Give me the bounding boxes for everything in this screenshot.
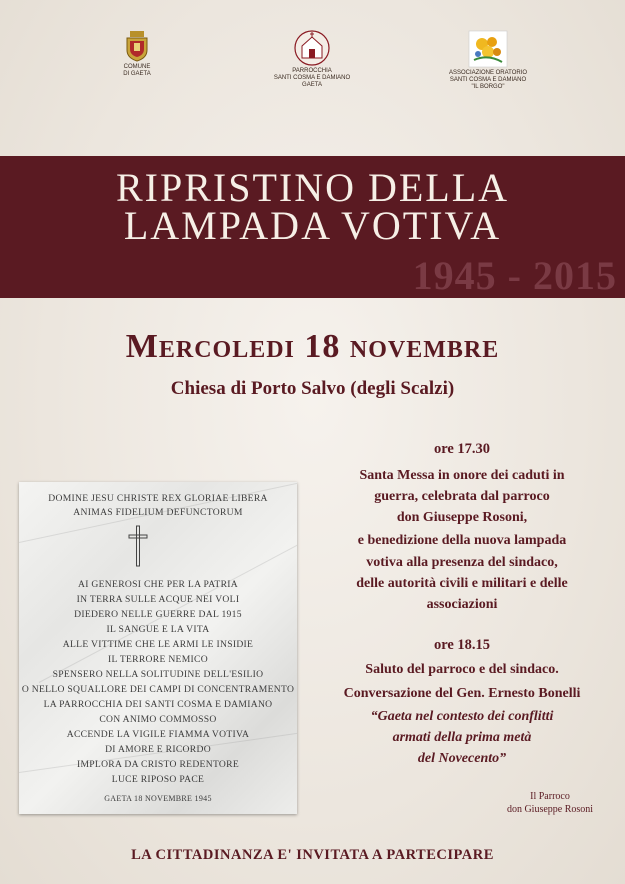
plaque-body-line: O NELLO SQUALLORE DEI CAMPI DI CONCENTRAMENTO xyxy=(21,684,295,695)
church-icon xyxy=(294,30,330,66)
plaque-body-line: AI GENEROSI CHE PER LA PATRIA xyxy=(78,579,238,590)
schedule-1-line: e benedizione della nuova lampada xyxy=(357,533,567,548)
plaque-header-line: ANIMAS FIDELIUM DEFUNCTORUM xyxy=(73,507,243,518)
banner-title-line2: LAMPADA VOTIVA xyxy=(123,203,502,248)
schedule-2-line: Saluto del parroco e del sindaco. xyxy=(365,662,559,677)
plaque-header-line: DOMINE JESU CHRISTE REX GLORIAE LIBERA xyxy=(48,493,268,504)
plaque-body-line: IMPLORA DA CRISTO REDENTORE xyxy=(76,759,240,770)
logo-parrocchia-line2: SANTI COSMA E DAMIANO xyxy=(273,75,351,81)
plaque-body-line: LA PARROCCHIA DEI SANTI COSMA E DAMIANO xyxy=(43,699,273,710)
cross-icon xyxy=(127,525,149,567)
schedule-1-line: delle autorità civili e militari e delle xyxy=(356,576,568,591)
schedule-time-2: ore 18.15 xyxy=(433,637,491,653)
signature xyxy=(500,790,600,816)
schedule-2-quote: armati della prima metà xyxy=(392,730,532,745)
plaque-body-line: DI AMORE E RICORDO xyxy=(105,744,211,755)
schedule-time-1: ore 17.30 xyxy=(433,441,491,457)
signature-name: don Giuseppe Rosoni xyxy=(506,804,594,815)
schedule-2-quote: “Gaeta nel contesto dei conflitti xyxy=(370,709,554,724)
coat-of-arms-icon xyxy=(124,30,150,62)
plaque-body-line: IL SANGUE E LA VITA xyxy=(106,624,210,635)
logo-associazione-line1: ASSOCIAZIONE ORATORIO xyxy=(448,70,528,76)
footer-invitation: LA CITTADINANZA E' INVITATA A PARTECIPARE xyxy=(131,847,494,863)
logo-comune-gaeta xyxy=(108,30,166,78)
logo-comune-line2: DI GAETA xyxy=(123,71,151,77)
event-date: Mercoledi 18 novembre xyxy=(125,328,500,365)
event-place: Chiesa di Porto Salvo (degli Scalzi) xyxy=(170,378,455,399)
plaque-body-line: LUCE RIPOSO PACE xyxy=(111,774,205,785)
logo-associazione xyxy=(440,30,536,91)
plaque-body-line: CON ANIMO COMMOSSO xyxy=(99,714,217,725)
plaque-body-line: ACCENDE LA VIGILE FIAMMA VOTIVA xyxy=(66,729,250,740)
schedule-2-quote: del Novecento” xyxy=(417,751,507,766)
schedule-1-line: Santa Messa in onore dei caduti in xyxy=(359,468,565,483)
logo-parrocchia-line3: GAETA xyxy=(302,82,322,88)
logo-associazione-line2: SANTI COSMA E DAMIANO xyxy=(449,77,527,83)
schedule-1-line: associazioni xyxy=(426,597,498,612)
plaque-footer: GAETA 18 NOVEMBRE 1945 xyxy=(104,794,212,803)
schedule-2-line: Conversazione del Gen. Ernesto Bonelli xyxy=(343,686,581,701)
plaque-body-line: DIEDERO NELLE GUERRE DAL 1915 xyxy=(74,609,242,620)
logo-parrocchia-line1: PARROCCHIA xyxy=(292,68,332,74)
schedule-1-line: don Giuseppe Rosoni, xyxy=(396,510,528,525)
plaque-body-line: SPENSERO NELLA SOLITUDINE DELL'ESILIO xyxy=(52,669,264,680)
plaque-body-line: ALLE VITTIME CHE LE ARMI LE INSIDIE xyxy=(62,639,254,650)
logo-associazione-line3: "IL BORGO" xyxy=(471,84,505,90)
schedule-1-line: votiva alla presenza del sindaco, xyxy=(366,555,558,570)
plaque-body-line: IL TERRORE NEMICO xyxy=(108,654,208,665)
banner-years: 1945 - 2015 xyxy=(412,253,617,298)
signature-title: Il Parroco xyxy=(530,791,570,802)
logo-comune-line1: COMUNE xyxy=(123,64,151,70)
flower-logo-icon xyxy=(468,30,508,68)
schedule-1-line: guerra, celebrata dal parroco xyxy=(374,489,550,504)
logo-parrocchia xyxy=(262,30,362,89)
plaque-body-line: IN TERRA SULLE ACQUE NEI VOLI xyxy=(76,594,240,605)
banner-title-line1: RIPRISTINO DELLA xyxy=(115,165,510,210)
